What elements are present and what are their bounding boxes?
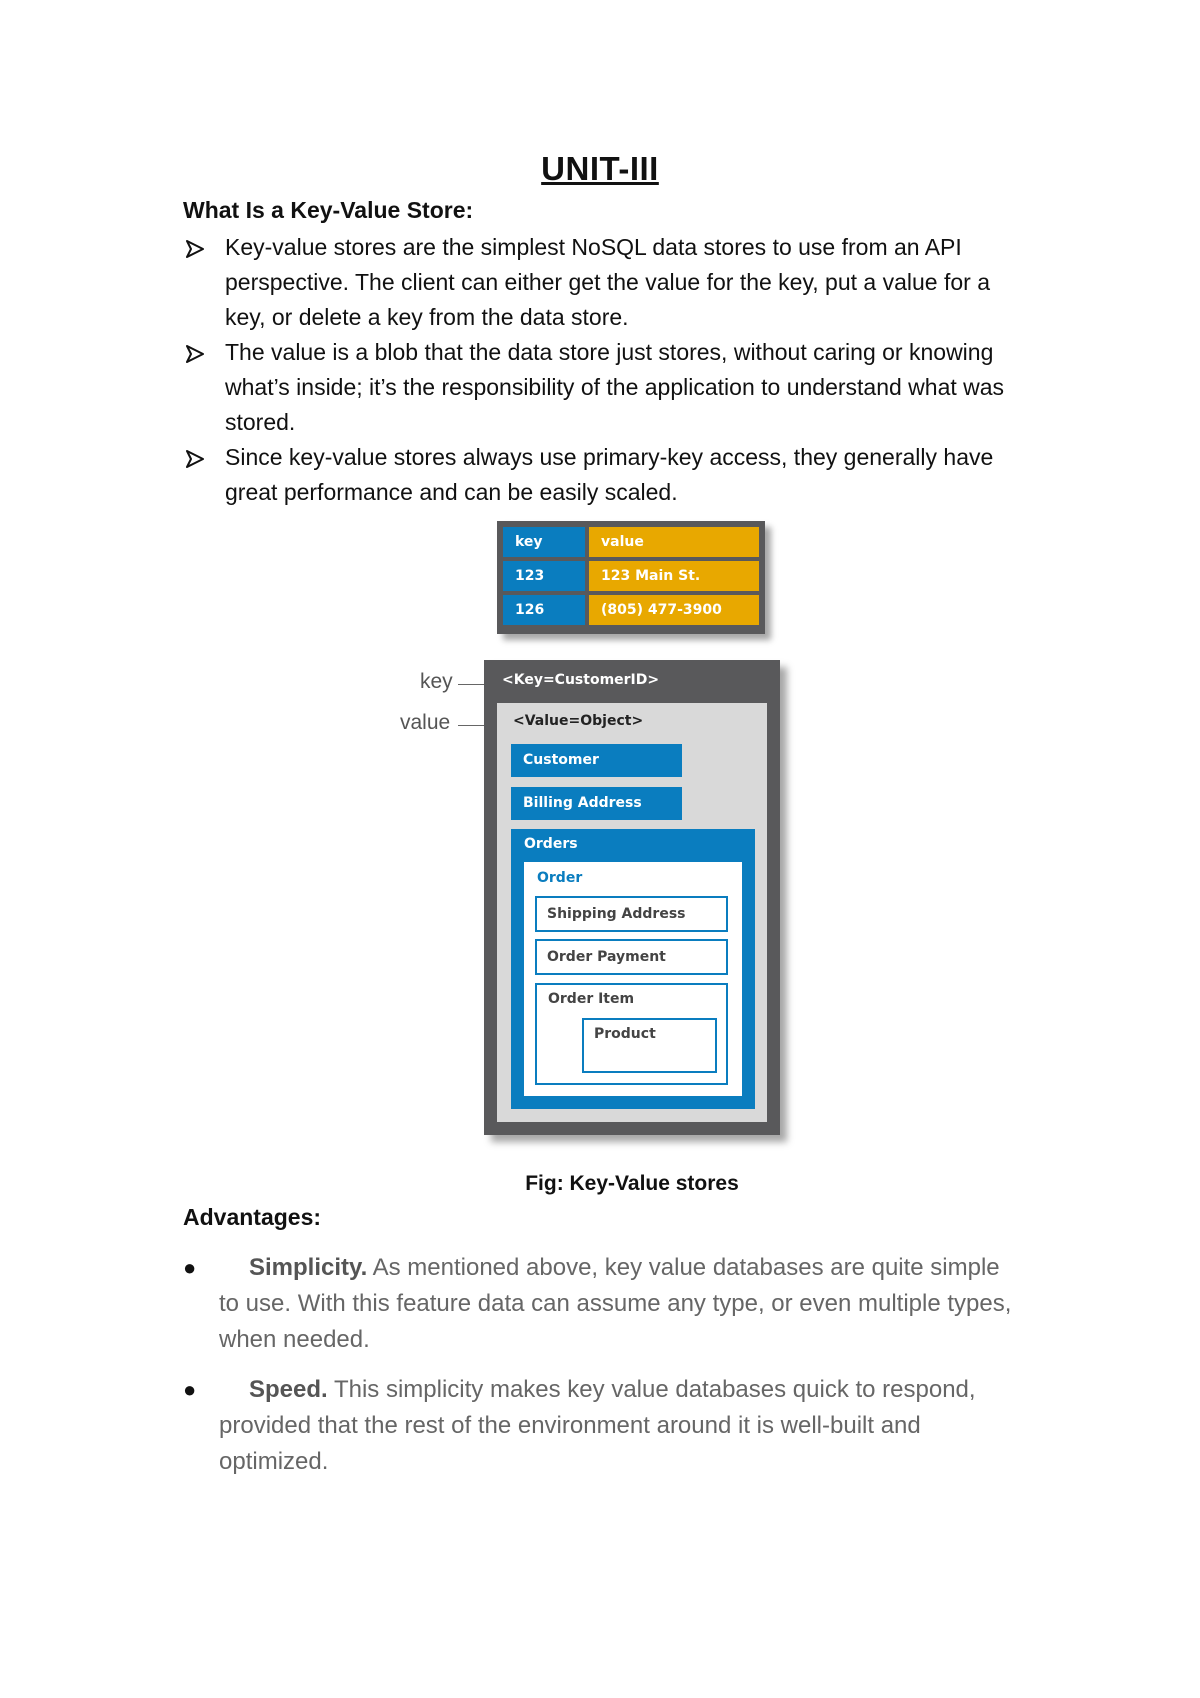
table-cell-key: 123	[503, 561, 585, 591]
bullet-text: The value is a blob that the data store just stores, without caring or knowing what’s inside; it’s the responsibility of the application to understand what was stored.	[225, 339, 1005, 435]
product-box: Product	[582, 1018, 717, 1073]
billing-address-box: Billing Address	[511, 787, 682, 820]
bullet-list	[183, 230, 1023, 510]
list-item	[183, 230, 1023, 335]
table-cell-value: (805) 477-3900	[589, 595, 759, 625]
bullet-dot-icon: ●	[183, 1255, 197, 1280]
table-header-value: value	[589, 527, 759, 557]
side-label-value: value	[400, 711, 451, 734]
bullet-text: Key-value stores are the simplest NoSQL data stores to use from an API perspective. The client can either get the value for the key, put a value for a key, or delete a key from the data store.	[225, 234, 990, 330]
list-item	[183, 440, 1023, 510]
advantages-list	[183, 1250, 1023, 1494]
key-connector-line	[458, 684, 486, 685]
object-key-label: <Key=CustomerID>	[502, 672, 660, 688]
arrow-bullet-icon	[183, 230, 209, 265]
table-cell-value: 123 Main St.	[589, 561, 759, 591]
list-item	[183, 335, 1023, 440]
advantages-heading: Advantages:	[183, 1204, 322, 1230]
table-header-key: key	[503, 527, 585, 557]
key-value-table-figure	[497, 521, 765, 634]
list-item	[183, 1250, 1023, 1358]
shipping-address-box: Shipping Address	[535, 896, 728, 932]
page-title: UNIT-III	[541, 150, 659, 187]
arrow-bullet-icon	[183, 335, 209, 370]
customer-box: Customer	[511, 744, 682, 777]
section-heading-key-value-store: What Is a Key-Value Store:	[183, 197, 474, 223]
object-value-label: <Value=Object>	[513, 713, 644, 729]
order-payment-box: Order Payment	[535, 939, 728, 975]
advantage-term: Speed.	[249, 1376, 328, 1403]
figure-caption: Fig: Key-Value stores	[525, 1172, 739, 1195]
order-item-label: Order Item	[548, 991, 635, 1007]
advantage-text: As mentioned above, key value databases are quite simple to use. With this feature data can assume any type, or even multiple types, when needed.	[219, 1254, 1012, 1353]
list-item	[183, 1372, 1023, 1480]
bullet-dot-icon: ●	[183, 1377, 197, 1402]
bullet-text: Since key-value stores always use primary-key access, they generally have great performance and can be easily scaled.	[225, 444, 994, 505]
side-label-key: key	[420, 670, 453, 693]
orders-label: Orders	[524, 836, 578, 852]
advantage-term: Simplicity.	[249, 1254, 368, 1281]
table-cell-key: 126	[503, 595, 585, 625]
order-label: Order	[537, 870, 583, 886]
advantage-text: This simplicity makes key value databases quick to respond, provided that the rest of the environment around it is well-built and optimized.	[219, 1376, 976, 1475]
arrow-bullet-icon	[183, 440, 209, 475]
